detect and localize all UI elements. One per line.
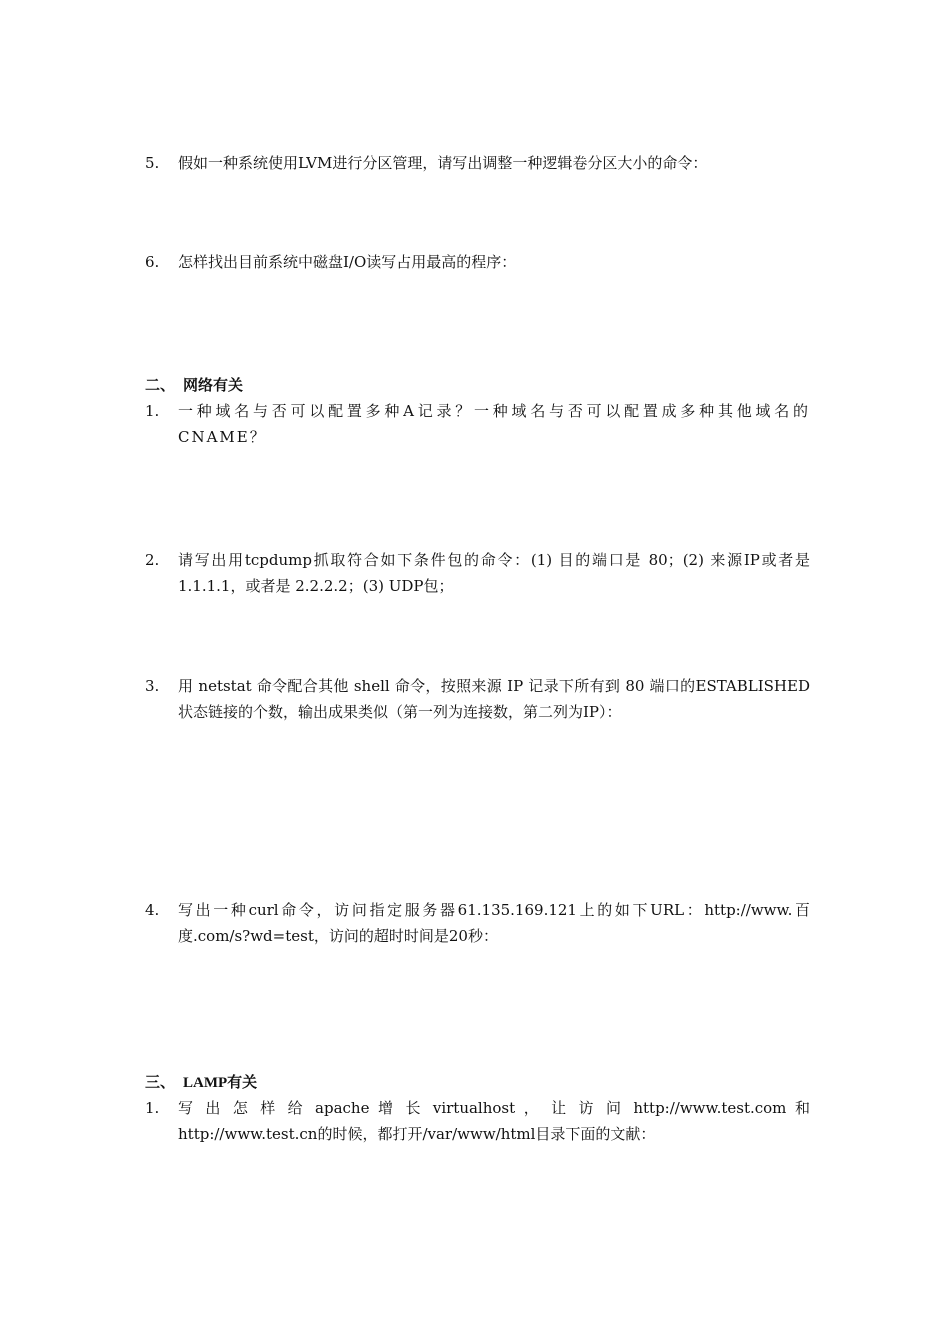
section-heading: [145, 374, 243, 398]
section-number: 三、: [145, 1075, 176, 1091]
question-number: 2.: [145, 551, 160, 569]
question-item: [145, 1095, 810, 1147]
question-number: 1.: [145, 1099, 160, 1117]
question-text: 写出一种curl命令，访问指定服务器61.135.169.121上的如下URL：http://www.百度.com/s?wd=test，访问的超时时间是20秒：: [178, 901, 810, 945]
question-text: 一种域名与否可以配置多种A记录？一种域名与否可以配置成多种其他域名的CNAME？: [178, 402, 810, 446]
question-item: [145, 150, 810, 176]
section-title: LAMP有关: [183, 1075, 258, 1091]
section-title: 网络有关: [183, 378, 244, 394]
question-number: 1.: [145, 402, 160, 420]
question-item: [145, 673, 810, 725]
question-number: 3.: [145, 677, 160, 695]
question-item: [145, 897, 810, 949]
section-heading: [145, 1071, 257, 1095]
question-text: 请写出用tcpdump抓取符合如下条件包的命令：(1) 目的端口是 80；(2) 来源IP或者是1.1.1.1，或者是 2.2.2.2；(3) UDP包；: [178, 551, 810, 595]
question-text: 用 netstat 命令配合其他 shell 命令，按照来源 IP 记录下所有到 80 端口的ESTABLISHED状态链接的个数，输出成果类似（第一列为连接数，第二列为IP）：: [178, 677, 810, 721]
question-number: 5.: [145, 154, 160, 172]
question-text: 写 出 怎 样 给 apache 增 长 virtualhost ， 让 访 问 http://www.test.com 和http://www.test.cn的时候，都打开/var/www/html目录下面的文献：: [178, 1099, 810, 1143]
question-number: 4.: [145, 901, 160, 919]
question-item: [145, 547, 810, 599]
question-item: [145, 398, 810, 450]
question-number: 6.: [145, 253, 160, 271]
question-item: [145, 249, 810, 275]
question-text: 怎样找出目前系统中磁盘I/O读写占用最高的程序：: [178, 253, 517, 271]
question-text: 假如一种系统使用LVM进行分区管理，请写出调整一种逻辑卷分区大小的命令：: [178, 154, 708, 172]
section-number: 二、: [145, 378, 176, 394]
